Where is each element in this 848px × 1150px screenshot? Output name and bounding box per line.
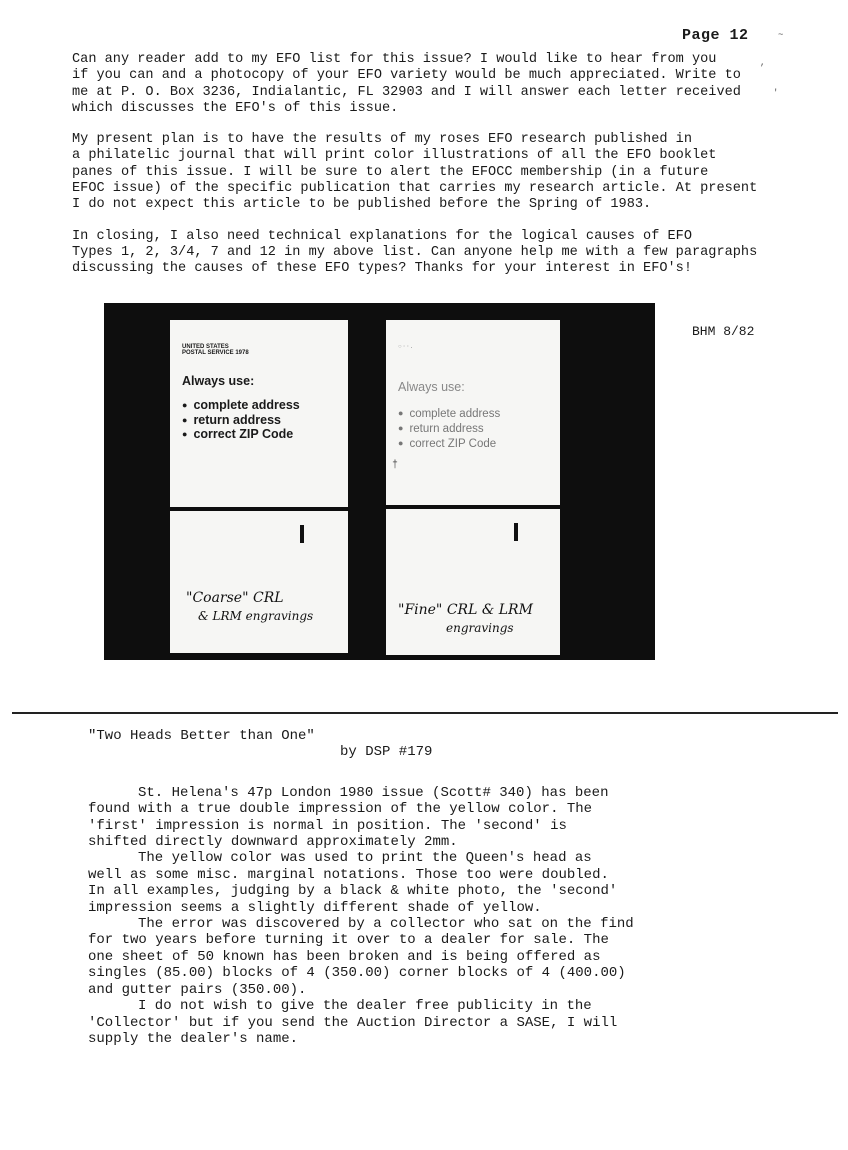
list-item: ● correct ZIP Code: [182, 427, 300, 442]
list-item: ● complete address: [182, 398, 300, 413]
intro-paragraph-1: Can any reader add to my EFO list for this issue? I would like to hear from you if you can and a photocopy of your EFO variety would be much appreciated. Write to me at P. O. Box 3236, Indialantic, FL 32903 and I will answer each letter received which discusses the EFO's of this issue.: [72, 52, 741, 116]
article-paragraph-2: The yellow color was used to print the Queen's head as well as some misc. marginal notations. Those too were doubled. In all examples, judging by a black & white photo, the 'second' impression seems a slightly different shade of yellow.: [88, 850, 618, 916]
crl-mark: [300, 525, 304, 543]
article-paragraph-4: I do not wish to give the dealer free publicity in the 'Collector' but if you send the Auction Director a SASE, I will supply the dealer's name.: [88, 998, 618, 1047]
section-divider: [12, 712, 838, 714]
article-title: "Two Heads Better than One": [88, 728, 315, 744]
scan-speck: ': [773, 88, 779, 98]
left-pane-label: [170, 320, 348, 507]
note-line-1: "Fine" CRL & LRM: [398, 602, 533, 618]
handwritten-note-coarse: [186, 589, 313, 625]
article-paragraph-3: The error was discovered by a collector who sat on the find for two years before turning it over to a dealer for sale. The one sheet of 50 known has been broken and is being offered as singles (85.00) blocks of 4 (350.00) corner blocks of 4 (400.00) and gutter pairs (350.00).: [88, 916, 634, 998]
article: [88, 728, 738, 1047]
note-line-2: & LRM engravings: [198, 609, 314, 623]
note-line-2: engravings: [446, 621, 514, 635]
usps-logo: [182, 344, 249, 356]
note-line-1: "Coarse" CRL: [186, 590, 284, 606]
list-item: ● return address: [398, 421, 500, 436]
handwritten-note-fine: [398, 601, 533, 637]
figure-caption: BHM 8/82: [692, 324, 755, 339]
list-item: ● complete address: [398, 406, 500, 421]
intro-text: [72, 52, 772, 293]
article-body: [88, 785, 738, 1048]
right-pane-stamp-area: [386, 509, 560, 655]
page-number: Page 12: [682, 27, 749, 44]
crl-mark: [514, 523, 518, 541]
scan-speck: ~: [778, 30, 784, 40]
booklet-pane-photo: [104, 303, 655, 660]
usps-line-1: UNITED STATES: [182, 344, 229, 350]
scan-speck: ,: [760, 58, 766, 68]
usps-logo-faint: ○ · · .: [398, 344, 413, 350]
right-pane-label: [386, 320, 560, 505]
article-paragraph-1: St. Helena's 47p London 1980 issue (Scott# 340) has been found with a true double impression of the yellow color. The 'first' impression is normal in position. The 'second' is shifted directly downward approximately 2mm.: [88, 784, 609, 851]
list-item: ● correct ZIP Code: [398, 436, 500, 451]
intro-paragraph-2: My present plan is to have the results of my roses EFO research published in a philatelic journal that will print color illustrations of all the EFO booklet panes of this issue. I will be sure to alert the EFOCC membership (in a future EFOC issue) of the specific publication that carries my research article. At present I do not expect this article to be published before the Spring of 1983.: [72, 132, 758, 213]
list-item: ● return address: [182, 413, 300, 428]
article-byline: by DSP #179: [340, 744, 433, 761]
always-use-heading: Always use:: [182, 374, 255, 388]
scan-speck: †: [392, 460, 399, 471]
left-pane-stamp-area: [170, 511, 348, 653]
always-use-heading-faint: Always use:: [398, 380, 465, 394]
intro-paragraph-3: In closing, I also need technical explanations for the logical causes of EFO Types 1, 2, 3/4, 7 and 12 in my above list. Can anyone help me with a few paragraphs discussing the causes of these EFO types? Thanks for your interest in EFO's!: [72, 228, 758, 277]
always-use-list-faint: [398, 406, 500, 451]
always-use-list: [182, 398, 300, 442]
usps-line-2: POSTAL SERVICE 1978: [182, 350, 249, 356]
